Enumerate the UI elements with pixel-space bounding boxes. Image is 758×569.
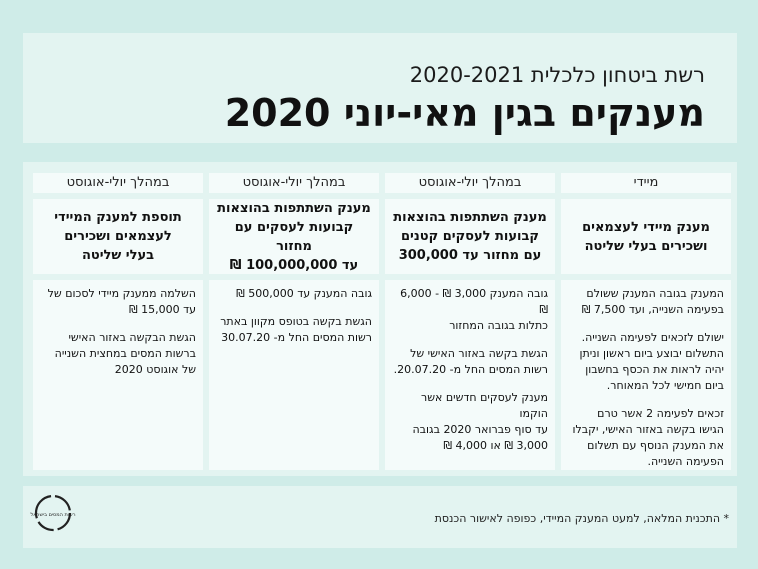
header-panel (23, 33, 737, 143)
detail-paragraph: המענק בגובה המענק ששולם בפעימה השנייה, ועד 7,500 ₪ (581, 287, 724, 316)
footer-panel (23, 486, 737, 548)
column-timing: במהלך יולי-אוגוסט (385, 173, 555, 193)
detail-paragraph: גובה המענק 3,000 ₪ - 6,000 ₪ כתלות בגובה המחזור (400, 287, 548, 332)
detail-paragraph: ישולם לזכאים לפעימה השנייה. התשלום יבוצע ביום ראשון וניתן יהיה לראות את הכסף בחשבון ביום חמישי לכל המאוחר. (579, 331, 724, 392)
column-title: מענק השתתפות בהוצאות קבועות לעסקים קטנים עם מחזור עד 300,000 (385, 199, 555, 274)
detail-paragraph: מענק לעסקים חדשים אשר הוקמו עד סוף פברואר 2020 בגובה 3,000 ₪ או 4,000 ₪ (412, 391, 548, 452)
detail-paragraph: הגשת הבקשה באזור האישי ברשות המסים במחצית השנייה של אוגוסט 2020 (54, 331, 196, 376)
grant-column-small-business (385, 173, 555, 470)
page-subtitle: רשת ביטחון כלכלית 2020-2021 (409, 63, 705, 87)
grant-column-immediate (561, 173, 731, 470)
column-title: מענק השתתפות בהוצאות קבועות לעסקים עם מחזור עד 100,000,000 ₪ (209, 199, 379, 274)
column-timing: מיידי (561, 173, 731, 193)
logo-text: רשות המסים בישראל (30, 512, 76, 518)
column-timing: במהלך יולי-אוגוסט (209, 173, 379, 193)
detail-paragraph: השלמה ממענק מיידי לסכום של עד 15,000 ₪ (47, 287, 196, 316)
column-details (33, 280, 203, 470)
column-details (561, 280, 731, 470)
column-details (385, 280, 555, 470)
grant-column-supplement (33, 173, 203, 470)
detail-paragraph: גובה המענק עד 500,000 ₪ (236, 287, 372, 300)
grants-table (23, 162, 737, 476)
grant-column-large-business (209, 173, 379, 470)
detail-paragraph: הגשת בקשה באזור האישי של רשות המסים החל מ- 20.07.20. (393, 347, 548, 376)
detail-paragraph: זכאים לפעימה 2 אשר טרם הגישו בקשה באזור האישי, יקבלו את המענק הנוסף עם תשלום הפעימה השנייה. (572, 407, 724, 468)
column-details (209, 280, 379, 470)
page-title: מענקים בגין מאי-יוני 2020 (224, 91, 705, 135)
detail-paragraph: הגשת בקשה בטופס מקוון באתר רשות המסים החל מ- 30.07.20 (220, 315, 372, 344)
column-title: מענק מיידי לעצמאים ושכירים בעלי שליטה (561, 199, 731, 274)
footnote: * התכנית המלאה, למעט המענק המיידי, כפופה לאישור הכנסת (434, 512, 729, 525)
tax-authority-logo-icon (30, 493, 76, 533)
column-title: תוספת למענק המיידי לעצמאים ושכירים בעלי שליטה (33, 199, 203, 274)
column-timing: במהלך יולי-אוגוסט (33, 173, 203, 193)
